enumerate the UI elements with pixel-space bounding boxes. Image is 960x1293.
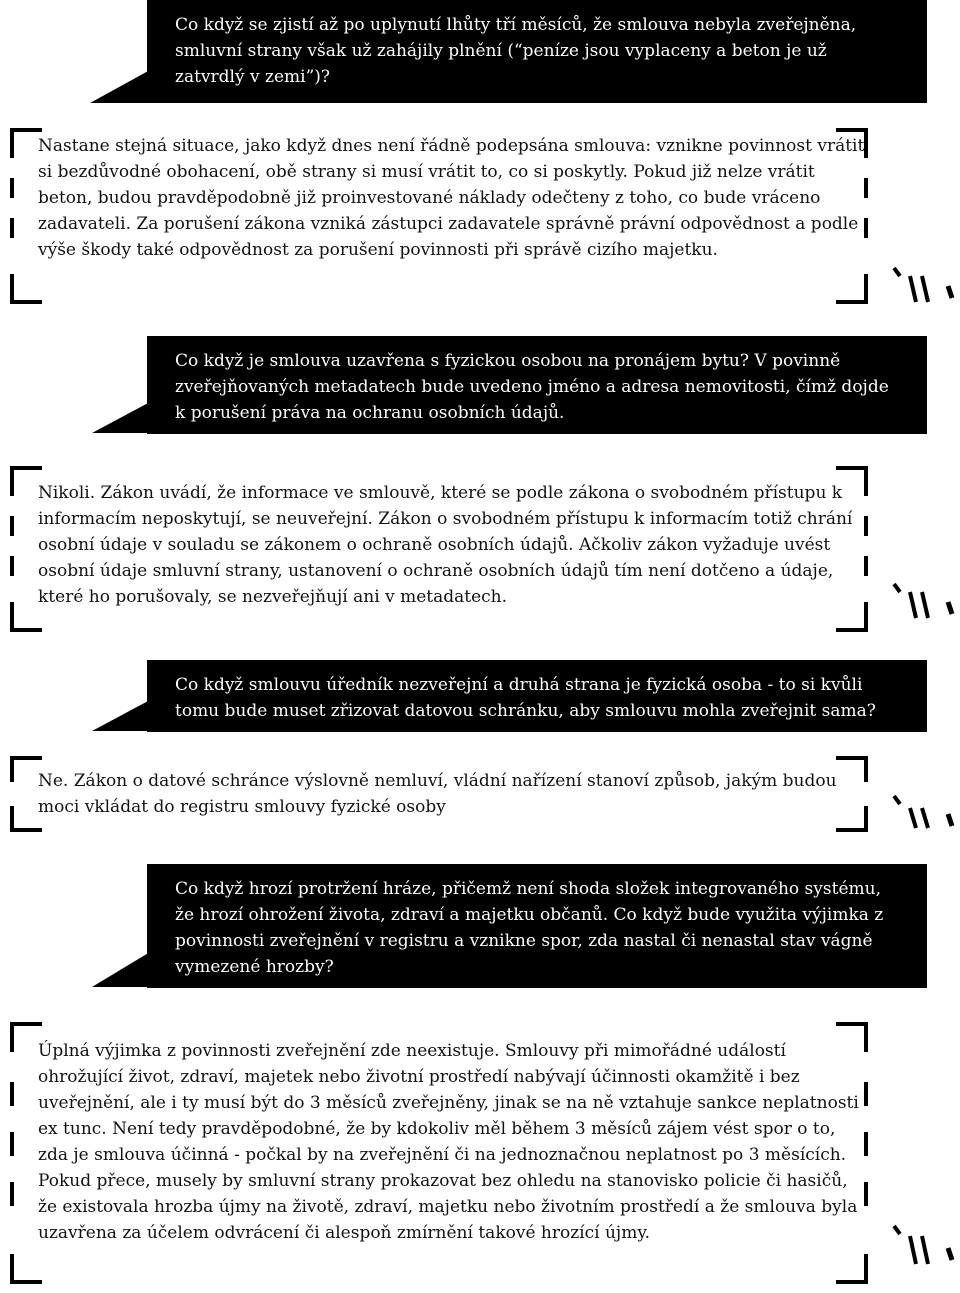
answer-box — [10, 128, 868, 304]
question-bubble — [147, 864, 927, 988]
speech-tail-icon — [92, 700, 152, 732]
speech-tail-icon — [92, 402, 152, 434]
answer-box — [10, 756, 868, 832]
answer-box — [10, 466, 868, 632]
answer-box — [10, 1022, 868, 1284]
dash-marks-icon — [890, 1220, 960, 1272]
question-bubble — [147, 336, 927, 434]
speech-tail-icon — [90, 70, 152, 104]
answer-text: Nikoli. Zákon uvádí, že informace ve smlouvě, které se podle zákona o svobodném přístupu k informacím neposkytují, se neuveřejní. Zákon o svobodném přístupu k informacím totiž chrání osobní údaje v souladu se zákonem o ochraně osobních údajů. Ačkoliv zákon vyžaduje uvést osobní údaje smluvní strany, ustanovení o ochraně osobních údajů tím není dotčeno a údaje, které ho porušovaly, se nezveřejňují ani v metadatech. — [38, 483, 853, 607]
answer-text: Úplná výjimka z povinnosti zveřejnění zde neexistuje. Smlouvy při mimořádné událostí ohrožující život, zdraví, majetek nebo životní prostředí nabývají účinnosti okamžitě i bez uveřejnění, ale i ty musí být do 3 měsíců zveřejněny, jinak se na ně vztahuje sankce neplatnosti ex tunc. Není tedy pravděpodobné, že by kdokoliv měl během 3 měsíců zájem vést spor o to, zda je smlouva účinná - počkal by na zveřejnění či na jednoznačnou neplatnost po 3 měsících. Pokud přece, musely by smluvní strany prokazovat bez ohledu na stanovisko policie či hasičů, že existovala hrozba újmy na životě, zdraví, majetku nebo životním prostředí a že smlouva byla uzavřena za účelem odvrácení či alespoň zmírnění takové hrozící újmy. — [38, 1041, 859, 1243]
dash-marks-icon — [890, 262, 960, 310]
dash-marks-icon — [890, 578, 960, 626]
question-bubble — [147, 660, 927, 732]
question-bubble — [147, 0, 927, 103]
question-text: Co když hrozí protržení hráze, přičemž není shoda složek integrovaného systému, že hrozí ohrožení života, zdraví a majetku občanů. Co když bude využita výjimka z povinnosti zveřejnění v registru a vznikne spor, zda nastal či nenastal stav vágně vymezené hrozby? — [175, 879, 884, 977]
question-text: Co když je smlouva uzavřena s fyzickou osobou na pronájem bytu? V povinně zveřejňovaných metadatech bude uvedeno jméno a adresa nemovitosti, čímž dojde k porušení práva na ochranu osobních údajů. — [175, 351, 889, 423]
question-text: Co když se zjistí až po uplynutí lhůty tří měsíců, že smlouva nebyla zveřejněna, smluvní strany však už zahájily plnění (“peníze jsou vyplaceny a beton je už zatvrdlý v zemi”)? — [175, 15, 857, 87]
speech-tail-icon — [92, 952, 152, 988]
dash-marks-icon — [890, 790, 960, 836]
question-text: Co když smlouvu úředník nezveřejní a druhá strana je fyzická osoba - to si kvůli tomu bude muset zřizovat datovou schránku, aby smlouvu mohla zveřejnit sama? — [175, 675, 876, 721]
answer-text: Nastane stejná situace, jako když dnes není řádně podepsána smlouva: vznikne povinnost vrátit si bezdůvodné obohacení, obě strany si musí vrátit to, co si poskytly. Pokud již nelze vrátit beton, budou pravděpodobně již proinvestované náklady odečteny z toho, co bude vráceno zadavateli. Za porušení zákona vzniká zástupci zadavatele správně právní odpovědnost a podle výše škody také odpovědnost za porušení povinnosti při správě cizího majetku. — [38, 136, 865, 260]
answer-text: Ne. Zákon o datové schránce výslovně nemluví, vládní nařízení stanoví způsob, jakým budou moci vkládat do registru smlouvy fyzické osoby — [38, 771, 837, 817]
